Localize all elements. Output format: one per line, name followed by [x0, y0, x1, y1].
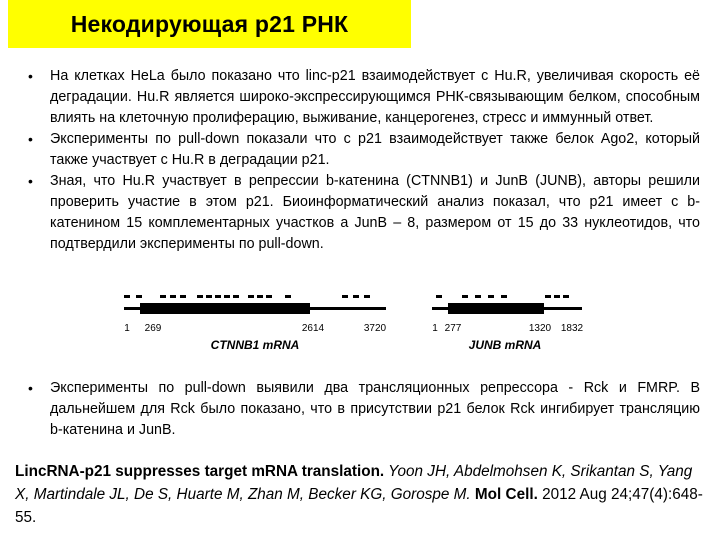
mrna-label: CTNNB1 mRNA — [210, 338, 300, 352]
bullet-text: Эксперименты по pull-down выявили два трансляционных репрессора - Rck и FMRP. В дальнейшем для Rck было показано, что в присутствии p21 белок Rck ингибирует трансляцию b-катенина и JunB. — [50, 380, 700, 438]
binding-site-mark — [488, 295, 494, 298]
cds-box — [140, 303, 310, 314]
bullet-text: Эксперименты по pull-down показали что с p21 взаимодействует также белок Ago2, который также участвует с Hu.R в деградации p21. — [50, 131, 700, 168]
binding-site-mark — [554, 295, 560, 298]
binding-site-mark — [170, 295, 176, 298]
citation-authors: Yoon JH, Abdelmohsen K, Srikantan S, Yang X, Martindale JL, De S, Huarte M, Zhan M, Becker KG, Gorospe M. — [15, 463, 693, 503]
citation-date: 2012 Aug 24;47(4):648-55. — [15, 486, 703, 526]
binding-site-mark — [462, 295, 468, 298]
binding-site-mark — [233, 295, 239, 298]
bullet-text: было показано что linc-p21 взаимодействует с Hu.R, увеличивая скорость её деградации. Hu.R является широко-экспрессирующимся РНК-связывающим белком, способным влиять на клеточную пролиферацию, выживание, канцерогенез, стресс и иммунный ответ. — [50, 68, 700, 126]
binding-site-mark — [266, 295, 272, 298]
binding-site-mark — [124, 295, 130, 298]
binding-site-mark — [136, 295, 142, 298]
tick-label: 3720 — [363, 323, 387, 334]
binding-site-mark — [197, 295, 203, 298]
junb-track — [432, 295, 584, 352]
binding-site-mark — [285, 295, 291, 298]
mrna-label: JUNB mRNA — [468, 338, 542, 352]
binding-site-mark — [257, 295, 263, 298]
binding-site-mark — [215, 295, 221, 298]
binding-site-mark — [353, 295, 359, 298]
binding-site-mark — [475, 295, 481, 298]
tick-label: 269 — [144, 323, 162, 334]
bullet-text: Зная, что Hu.R участвует в репрессии b-катенина (CTNNB1) и JunB (JUNB), авторы решили проверить участие в этом p21. Биоинформатический анализ показал, что p21 имеет с b-катенином 15 комплементарных участков а JunB – 8, размером от 15 до 33 нуклеотидов, что подтвердили эксперименты по pull-down. — [50, 173, 700, 252]
mrna-binding-sites-figure — [110, 287, 590, 357]
bullet-list — [24, 66, 700, 255]
tick-label: 1320 — [528, 323, 552, 334]
ctnnb1-track — [124, 295, 387, 352]
binding-site-mark — [342, 295, 348, 298]
bullet-dot-icon: • — [28, 380, 33, 396]
cds-box — [448, 303, 544, 314]
bullet-list-continued — [24, 378, 700, 441]
reference-citation — [15, 460, 705, 529]
page-title: Некодирующая p21 РНК — [70, 10, 349, 37]
tick-label: 1832 — [560, 323, 584, 334]
mrna-diagram — [110, 287, 590, 357]
bullet-item — [24, 171, 700, 255]
binding-site-mark — [545, 295, 551, 298]
bullet-item — [24, 129, 700, 171]
bullet-lead: На клетках HeLa — [50, 68, 165, 84]
bullet-dot-icon: • — [28, 173, 33, 189]
bullet-dot-icon: • — [28, 131, 33, 147]
bullet-item — [24, 66, 700, 129]
binding-site-mark — [180, 295, 186, 298]
tick-label: 1 — [124, 323, 130, 334]
binding-site-mark — [224, 295, 230, 298]
citation-journal: Mol Cell. — [470, 486, 538, 503]
binding-site-mark — [364, 295, 370, 298]
binding-site-mark — [248, 295, 254, 298]
binding-site-mark — [563, 295, 569, 298]
bullet-item — [24, 378, 700, 441]
bullet-dot-icon: • — [28, 68, 33, 84]
tick-label: 2614 — [301, 323, 325, 334]
tick-label: 277 — [444, 323, 462, 334]
binding-site-mark — [206, 295, 212, 298]
tick-label: 1 — [432, 323, 438, 334]
binding-site-mark — [501, 295, 507, 298]
binding-site-mark — [436, 295, 442, 298]
title-banner — [8, 0, 411, 48]
binding-site-mark — [160, 295, 166, 298]
citation-title: LincRNA-p21 suppresses target mRNA translation. — [15, 463, 385, 480]
